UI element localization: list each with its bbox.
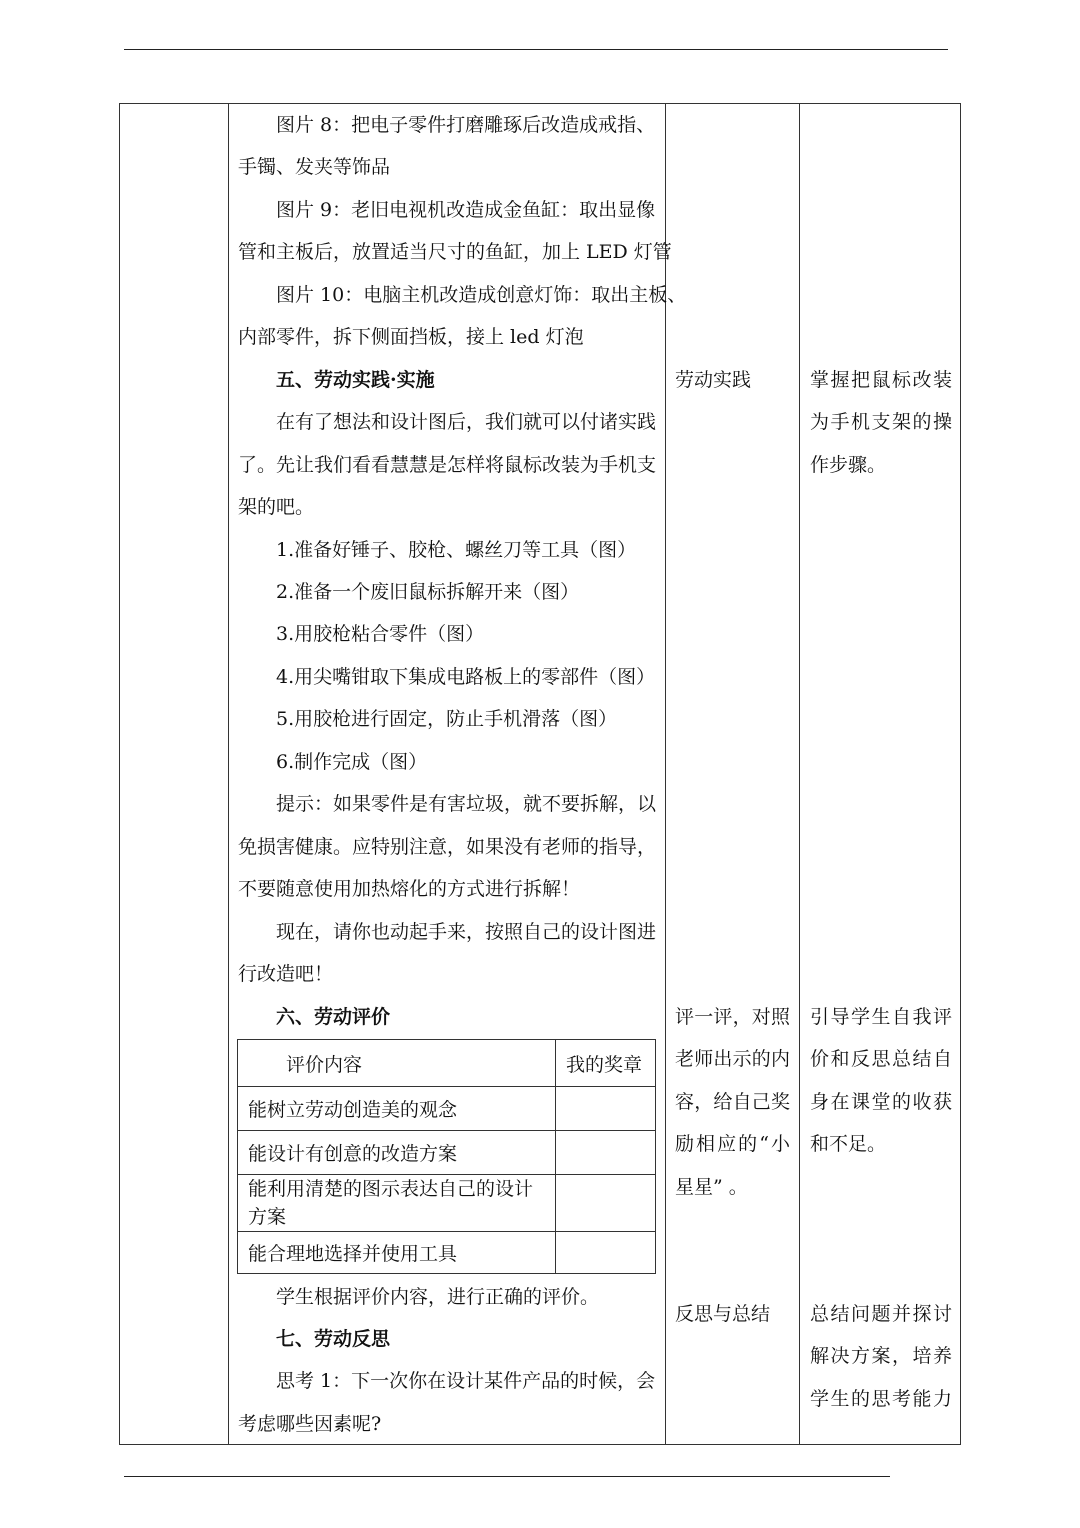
text-line: 手镯、发夹等饰品 [238,156,391,178]
activity-evaluate-line: 励相应的“小 [675,1133,790,1155]
text-line: 图片 10：电脑主机改造成创意灯饰：取出主板、 [276,284,687,306]
intent-evaluate-line: 身在课堂的收获 [810,1091,952,1113]
text-line: 考虑哪些因素呢? [238,1413,382,1435]
footer-rule [124,1476,890,1477]
table-cell [556,1131,656,1175]
column-divider [228,103,229,1445]
text-line: 内部零件，拆下侧面挡板，接上 led 灯泡 [238,326,584,348]
intent-practice-line: 为手机支架的操 [810,411,952,433]
text-line: 不要随意使用加热熔化的方式进行拆解！ [238,878,581,900]
table-row [238,1087,656,1131]
evaluation-table [237,1039,656,1274]
activity-reflect: 反思与总结 [675,1303,771,1325]
section-heading-evaluation: 六、劳动评价 [276,1006,391,1028]
table-cell: 能合理地选择并使用工具 [238,1232,556,1274]
text-line: 思考 1：下一次你在设计某件产品的时候，会 [276,1370,656,1392]
text-line: 免损害健康。应特别注意，如果没有老师的指导， [238,836,657,858]
table-row [238,1232,656,1274]
intent-evaluate-line: 引导学生自我评 [810,1006,952,1028]
text-line: 现在，请你也动起手来，按照自己的设计图进 [276,921,657,943]
header-rule [124,49,948,50]
activity-evaluate-line: 容，给自己奖 [675,1091,790,1113]
intent-evaluate-line: 价和反思总结自 [810,1048,952,1070]
table-cell: 能设计有创意的改造方案 [238,1131,556,1175]
step-item: 5.用胶枪进行固定，防止手机滑落（图） [276,708,618,730]
text-line: 行改造吧！ [238,963,334,985]
table-cell: 能利用清楚的图示表达自己的设计方案 [238,1175,556,1232]
text-line: 图片 8：把电子零件打磨雕琢后改造成戒指、 [276,114,656,136]
activity-evaluate-line: 评一评，对照 [675,1006,790,1028]
table-cell [556,1087,656,1131]
table-header-row [238,1040,656,1087]
text-line: 提示：如果零件是有害垃圾，就不要拆解，以 [276,793,657,815]
activity-evaluate-line: 星星” 。 [675,1176,748,1198]
step-item: 6.制作完成（图） [276,751,428,773]
text-line: 学生根据评价内容，进行正确的评价。 [276,1286,600,1308]
text-line: 在有了想法和设计图后，我们就可以付诸实践 [276,411,657,433]
intent-evaluate-line: 和不足。 [810,1133,887,1155]
table-row [238,1131,656,1175]
section-heading-practice: 五、劳动实践·实施 [276,369,435,391]
step-item: 4.用尖嘴钳取下集成电路板上的零部件（图） [276,666,656,688]
text-line: 了。先让我们看看慧慧是怎样将鼠标改装为手机支 [238,454,657,476]
intent-reflect-line: 解决方案，培养 [810,1345,952,1367]
table-cell: 能树立劳动创造美的观念 [238,1087,556,1131]
step-item: 1.准备好锤子、胶枪、螺丝刀等工具（图） [276,539,637,561]
step-item: 3.用胶枪粘合零件（图） [276,623,485,645]
intent-practice-line: 作步骤。 [810,454,887,476]
table-row [238,1175,656,1232]
activity-evaluate-line: 老师出示的内 [675,1048,790,1070]
table-header-cell: 评价内容 [238,1040,556,1087]
activity-practice: 劳动实践 [675,369,752,391]
step-item: 2.准备一个废旧鼠标拆解开来（图） [276,581,580,603]
intent-practice-line: 掌握把鼠标改装 [810,369,952,391]
table-header-cell: 我的奖章 [556,1040,656,1087]
intent-reflect-line: 总结问题并探讨 [810,1303,952,1325]
table-cell [556,1175,656,1232]
text-line: 管和主板后，放置适当尺寸的鱼缸，加上 LED 灯管 [238,241,672,263]
section-heading-reflection: 七、劳动反思 [276,1328,391,1350]
intent-reflect-line: 学生的思考能力 [810,1388,952,1410]
text-line: 图片 9：老旧电视机改造成金鱼缸：取出显像 [276,199,656,221]
text-line: 架的吧。 [238,496,315,518]
column-divider [799,103,800,1445]
table-cell [556,1232,656,1274]
